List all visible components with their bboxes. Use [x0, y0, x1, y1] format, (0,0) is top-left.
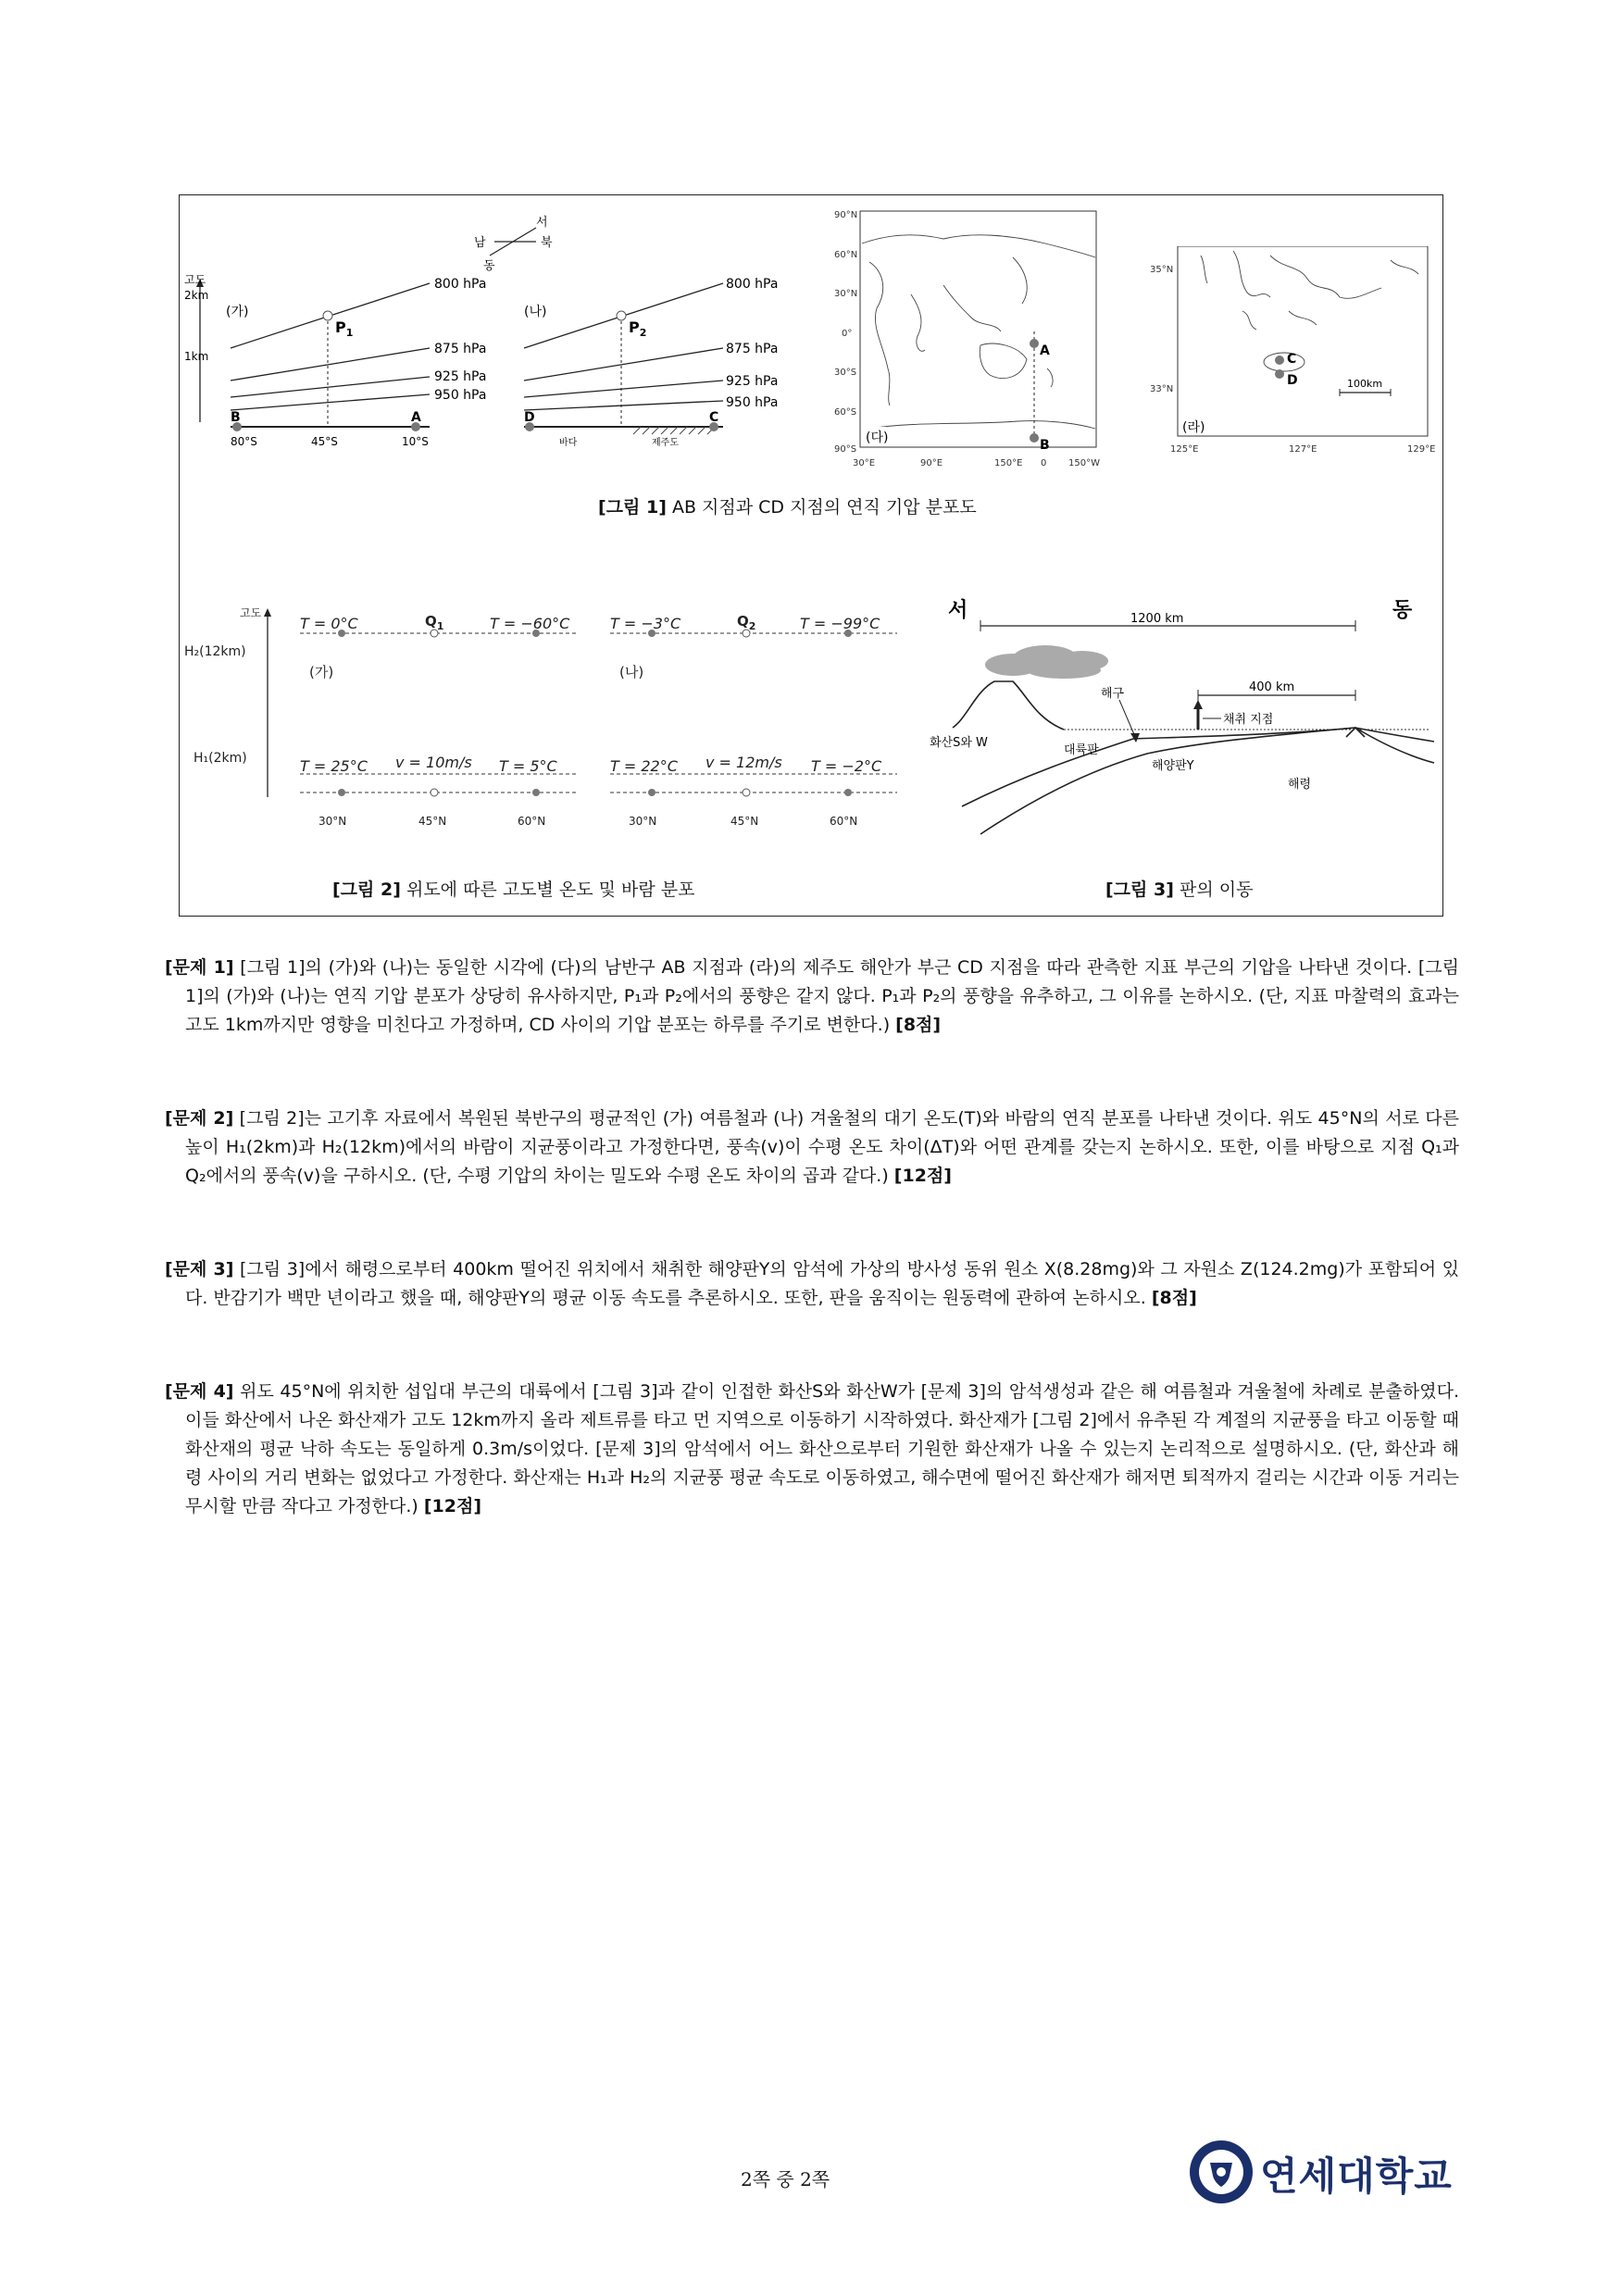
- question-2-text: [그림 2]는 고기후 자료에서 복원된 북반구의 평균적인 (가) 여름철과 (나) 겨울철의 대기 온도(T)와 바람의 연직 분포를 나타낸 것이다. 위도 45°N의 서로 다른 높이 H₁(2km)과 H₂(12km)에서의 바람이 지균풍이라고 가정한다면, 풍속(v)이 수평 온도 차이(ΔT)와 어떤 관계를 갖는지 논하시오. 또한, 이를 바탕으로 지점 Q₁과 Q₂에서의 풍속(v)을 구하시오. (단, 수평 기압의 차이는 밀도와 수평 온도 차이의 곱과 같다.): [185, 1108, 1459, 1186]
- question-3: [165, 1255, 1459, 1313]
- trench-label: 해구: [1101, 687, 1125, 701]
- na-lat-45n: 45°N: [730, 815, 759, 828]
- figure-3-caption: [그림 3] 판의 이동: [1105, 880, 1254, 900]
- point-q1: $Q_1$: [425, 613, 444, 632]
- map-da-world: [832, 206, 1138, 480]
- ga-bottom-t-left: T = 25°C: [300, 757, 368, 775]
- question-1: [165, 954, 1459, 1040]
- question-4-points: [12점]: [423, 1496, 482, 1516]
- oceanic-plate-label: 해양판Y: [1152, 759, 1194, 773]
- isobar-800-ga: 800 hPa: [434, 277, 487, 292]
- point-b: B: [1040, 438, 1050, 453]
- isobar-925-na: 925 hPa: [726, 374, 779, 389]
- na-lat-30n: 30°N: [629, 815, 657, 828]
- question-3-points: [8점]: [1151, 1288, 1197, 1308]
- isobar-950-na: 950 hPa: [726, 395, 779, 410]
- na-top-t-left: T = −3°C: [610, 615, 681, 632]
- station-b-label: B: [231, 410, 241, 425]
- question-1-tag: [문제 1]: [165, 957, 234, 978]
- fig2-axis-altitude: 고도: [240, 606, 262, 619]
- ra-lon-129e: 129°E: [1407, 444, 1436, 455]
- fig2-na-label: (나): [619, 664, 644, 680]
- da-lon-0: 0: [1041, 458, 1047, 468]
- na-bottom-v: v = 12m/s: [705, 754, 782, 771]
- fig1-altitude-axis: [184, 273, 208, 422]
- point-p2: $P_2$: [629, 318, 647, 339]
- fig3-dist-1200: 1200 km: [1130, 612, 1184, 626]
- question-4-tag: [문제 4]: [165, 1381, 234, 1402]
- fig2-panel-na: [610, 613, 897, 828]
- question-3-tag: [문제 3]: [165, 1259, 234, 1279]
- fig1-axis-altitude: 고도: [184, 273, 206, 286]
- point-q2: $Q_2$: [737, 613, 756, 632]
- page-number: 2쪽 중 2쪽: [741, 2168, 830, 2190]
- da-lon-150e: 150°E: [994, 458, 1023, 468]
- ga-bottom-v: v = 10m/s: [395, 754, 472, 771]
- na-bottom-t-right: T = −2°C: [811, 757, 882, 775]
- isobar-875-ga: 875 hPa: [434, 342, 487, 356]
- panel-na-label: (나): [524, 305, 547, 319]
- question-2-points: [12점]: [893, 1166, 952, 1186]
- da-lat-60s: 60°S: [834, 407, 857, 418]
- compass-west: 서: [536, 216, 548, 230]
- compass-north: 북: [541, 236, 553, 250]
- da-lat-90n: 90°N: [834, 210, 858, 220]
- compass: [474, 215, 553, 273]
- sea-label: 바다: [559, 438, 578, 448]
- isobar-950-ga: 950 hPa: [434, 388, 487, 403]
- point-d: D: [1287, 373, 1298, 388]
- na-top-t-right: T = −99°C: [800, 615, 880, 632]
- continental-plate-label: 대륙판: [1064, 743, 1099, 757]
- university-seal-icon: [1188, 2139, 1255, 2205]
- da-lat-90s: 90°S: [834, 444, 857, 455]
- panel-da-label: (다): [866, 430, 889, 445]
- tick-45s: 45°S: [311, 435, 338, 448]
- na-bottom-t-left: T = 22°C: [610, 757, 678, 775]
- ra-lat-33n: 33°N: [1150, 384, 1174, 394]
- question-2: [165, 1104, 1459, 1191]
- question-4-text: 위도 45°N에 위치한 섭입대 부근의 대륙에서 [그림 3]과 같이 인접한 화산S와 화산W가 [문제 3]의 암석생성과 같은 해 여름철과 겨울철에 차례로 분출하였다. 이들 화산에서 나온 화산재가 고도 12km까지 올라 제트류를 타고 먼 지역으로 이동하기 시작하였다. 화산재가 [그림 2]에서 유추된 각 계절의 지균풍을 타고 이동할 때 화산재의 평균 낙하 속도는 동일하게 0.3m/s이었다. [문제 3]의 암석에서 어느 화산으로부터 기원한 화산재가 나올 수 있는지 논리적으로 설명하시오. (단, 화산과 해령 사이의 거리 변화는 없었다고 가정한다. 화산재는 H₁과 H₂의 지균풍 평균 속도로 이동하였고, 해수면에 떨어진 화산재가 해저면 퇴적까지 걸리는 시간과 이동 거리는 무시할 만큼 작다고 가정한다.): [185, 1381, 1459, 1516]
- fig2-panel-ga: [300, 613, 578, 828]
- question-2-tag: [문제 2]: [165, 1108, 234, 1129]
- fig2-axis-h1: H₁(2km): [194, 751, 247, 766]
- fig3-west: 서: [948, 599, 968, 622]
- figure-1-pressure-profiles: [180, 195, 828, 473]
- question-4: [165, 1378, 1459, 1521]
- fig1-axis-2km: 2km: [184, 289, 209, 302]
- fig2-axis-h2: H₂(12km): [184, 644, 246, 659]
- station-d-label: D: [524, 410, 535, 425]
- compass-south: 남: [474, 236, 486, 250]
- ga-lat-30n: 30°N: [318, 815, 347, 828]
- da-lon-30e: 30°E: [853, 458, 876, 468]
- station-a-label: A: [411, 410, 421, 425]
- ga-bottom-t-right: T = 5°C: [499, 757, 557, 775]
- point-a: A: [1040, 343, 1050, 358]
- panel-ga: [226, 277, 486, 448]
- university-logo: [1188, 2139, 1466, 2205]
- ridge-label: 해령: [1288, 778, 1312, 792]
- university-name: 연세대학교: [1260, 2153, 1453, 2199]
- da-lon-150w: 150°W: [1068, 458, 1100, 468]
- na-lat-60n: 60°N: [830, 815, 858, 828]
- fig2-ga-label: (가): [309, 664, 334, 680]
- da-lat-30s: 30°S: [834, 368, 857, 378]
- da-lon-90e: 90°E: [920, 458, 943, 468]
- panel-na: [524, 277, 778, 448]
- panel-ga-label: (가): [226, 305, 249, 319]
- figure-3-plate-motion: [925, 589, 1439, 857]
- ra-scale-label: 100km: [1347, 378, 1383, 390]
- tick-10s: 10°S: [402, 435, 429, 448]
- figure-2-caption: [그림 2] 위도에 따른 고도별 온도 및 바람 분포: [332, 880, 695, 900]
- sample-site-label: 채취 지점: [1223, 713, 1274, 727]
- map-ra-jeju: [1150, 246, 1437, 478]
- da-lat-30n: 30°N: [834, 289, 858, 299]
- point-c: C: [1287, 352, 1297, 367]
- ash-cloud: [985, 645, 1108, 679]
- point-p1: $P_1$: [335, 318, 354, 339]
- ga-lat-60n: 60°N: [518, 815, 546, 828]
- fig3-dist-400: 400 km: [1249, 680, 1295, 694]
- ra-lon-127e: 127°E: [1289, 444, 1317, 455]
- isobar-800-na: 800 hPa: [726, 277, 779, 292]
- volcano-label: 화산S와 W: [930, 736, 988, 750]
- question-1-points: [8점]: [895, 1015, 942, 1035]
- ra-lat-35n: 35°N: [1150, 265, 1174, 275]
- station-c-label: C: [709, 410, 719, 425]
- figure-box: [179, 194, 1443, 917]
- fig1-axis-1km: 1km: [184, 350, 209, 363]
- ga-lat-45n: 45°N: [418, 815, 447, 828]
- volcano-shape: [953, 681, 1064, 730]
- question-1-text: [그림 1]의 (가)와 (나)는 동일한 시각에 (다)의 남반구 AB 지점과 (라)의 제주도 해안가 부근 CD 지점을 따라 관측한 지표 부근의 기압을 나타낸 것이다. [그림 1]의 (가)와 (나)는 연직 기압 분포가 상당히 유사하지만, P₁과 P₂에서의 풍향은 같지 않다. P₁과 P₂의 풍향을 유추하고, 그 이유를 논하시오. (단, 지표 마찰력의 효과는 고도 1km까지만 영향을 미친다고 가정하며, CD 사이의 기압 분포는 하루를 주기로 변한다.): [185, 957, 1459, 1035]
- panel-ra-label: (라): [1182, 420, 1205, 435]
- ga-top-t-left: T = 0°C: [300, 615, 358, 632]
- isobar-875-na: 875 hPa: [726, 342, 779, 356]
- figure-2-temperature-wind: [180, 603, 902, 853]
- da-lat-0: 0°: [842, 329, 853, 339]
- question-3-text: [그림 3]에서 해령으로부터 400km 떨어진 위치에서 채취한 해양판Y의 암석에 가상의 방사성 동위 원소 X(8.28mg)와 그 자원소 Z(124.2mg)가 포함되어 있다. 반감기가 백만 년이라고 했을 때, 해양판Y의 평균 이동 속도를 추론하시오. 또한, 판을 움직이는 원동력에 관하여 논하시오.: [185, 1259, 1459, 1308]
- ra-lon-125e: 125°E: [1170, 444, 1199, 455]
- isobar-925-ga: 925 hPa: [434, 369, 487, 384]
- fig3-east: 동: [1392, 599, 1413, 622]
- tick-80s: 80°S: [231, 435, 257, 448]
- compass-east: 동: [483, 259, 495, 273]
- figure-1-caption: [그림 1] AB 지점과 CD 지점의 연직 기압 분포도: [598, 497, 977, 518]
- da-lat-60n: 60°N: [834, 250, 858, 260]
- ga-top-t-right: T = −60°C: [490, 615, 570, 632]
- island-label: 제주도: [652, 438, 679, 448]
